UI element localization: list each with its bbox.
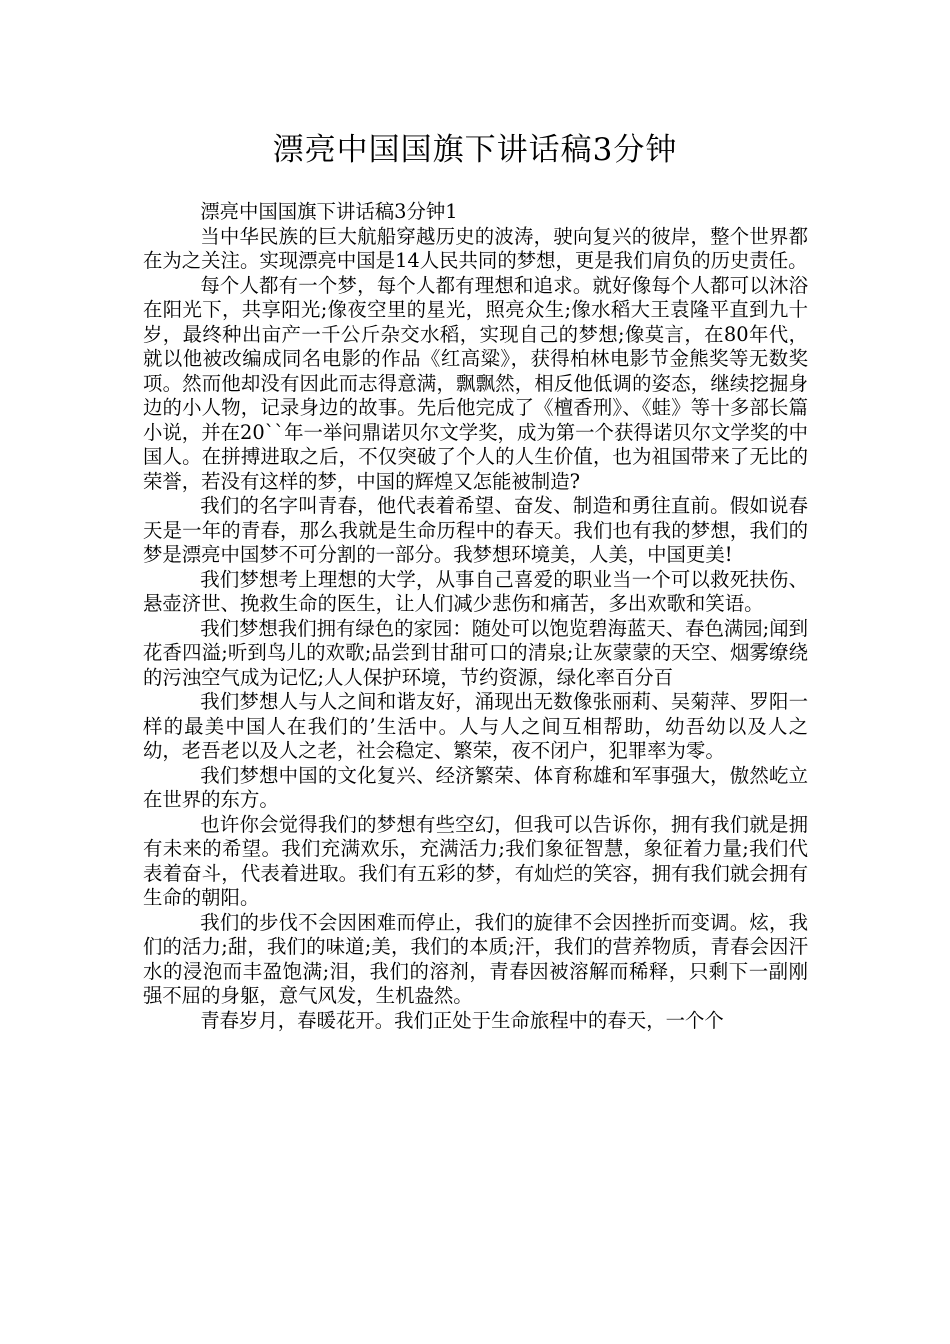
document-subtitle: 漂亮中国国旗下讲话稿3分钟1 (200, 200, 458, 223)
paragraph: 我们梦想我们拥有绿色的家园：随处可以饱览碧海蓝天、春色满园;闻到花香四溢;听到鸟儿的欢歌;品尝到甘甜可口的清泉;让灰蒙蒙的天空、烟雾缭绕的污浊空气成为记忆;人人保护环境，节约资源，绿化率百分百 (143, 616, 808, 689)
paragraph: 我们梦想人与人之间和谐友好，涌现出无数像张丽莉、吴菊萍、罗阳一样的最美中国人在我们的’生活中。人与人之间互相帮助，幼吾幼以及人之幼，老吾老以及人之老，社会稳定、繁荣，夜不闭户，犯罪率为零。 (143, 690, 808, 762)
paragraph: 青春岁月，春暖花开。我们正处于生命旅程中的春天，一个个 (200, 1008, 724, 1032)
paragraph: 当中华民族的巨大航船穿越历史的波涛，驶向复兴的彼岸，整个世界都在为之关注。实现漂亮中国是14人民共同的梦想，更是我们肩负的历史责任。 (143, 224, 808, 272)
document-title: 漂亮中国国旗下讲话稿3分钟 (272, 132, 678, 168)
paragraph: 每个人都有一个梦，每个人都有理想和追求。就好像每个人都可以沐浴在阳光下，共享阳光;像夜空里的星光，照亮众生;像水稻大王袁隆平直到九十岁，最终种出亩产一千公斤杂交水稻，实现自己的梦想;像莫言，在80年代，就以他被改编成同名电影的作品《红高粱》，获得柏林电影节金熊奖等无数奖项。然而他却没有因此而志得意满，飘飘然，相反他低调的姿态，继续挖掘身边的小人物，记录身边的故事。先后他完成了《檀香刑》、《蛙》等十多部长篇小说，并在20``年一举问鼎诺贝尔文学奖，成为第一个获得诺贝尔文学奖的中国人。在拼搏进取之后，不仅突破了个人的人生价值，也为祖国带来了无比的荣誉，若没有这样的梦，中国的辉煌又怎能被制造? (143, 273, 808, 493)
paragraph: 我们的步伐不会因困难而停止，我们的旋律不会因挫折而变调。炫，我们的活力;甜，我们的味道;美，我们的本质;汗，我们的营养物质，青春会因汗水的浸泡而丰盈饱满;泪，我们的溶剂，青春因被溶解而稀释，只剩下一副刚强不屈的身躯，意气风发，生机盎然。 (143, 910, 808, 1007)
paragraph: 我们的名字叫青春，他代表着希望、奋发、制造和勇往直前。假如说春天是一年的青春，那么我就是生命历程中的春天。我们也有我的梦想，我们的梦是漂亮中国梦不可分割的一部分。我梦想环境美，人美，中国更美! (143, 494, 808, 566)
paragraph: 也许你会觉得我们的梦想有些空幻，但我可以告诉你，拥有我们就是拥有未来的希望。我们充满欢乐，充满活力;我们象征智慧，象征着力量;我们代表着奋斗，代表着进取。我们有五彩的梦，有灿烂的笑容，拥有我们就会拥有生命的朝阳。 (143, 812, 808, 909)
paragraph: 我们梦想考上理想的大学，从事自己喜爱的职业当一个可以救死扶伤、悬壶济世、挽救生命的医生，让人们减少悲伤和痛苦，多出欢歌和笑语。 (143, 567, 808, 615)
paragraph: 我们梦想中国的文化复兴、经济繁荣、体育称雄和军事强大，傲然屹立在世界的东方。 (143, 763, 808, 811)
document-body (143, 200, 808, 1033)
